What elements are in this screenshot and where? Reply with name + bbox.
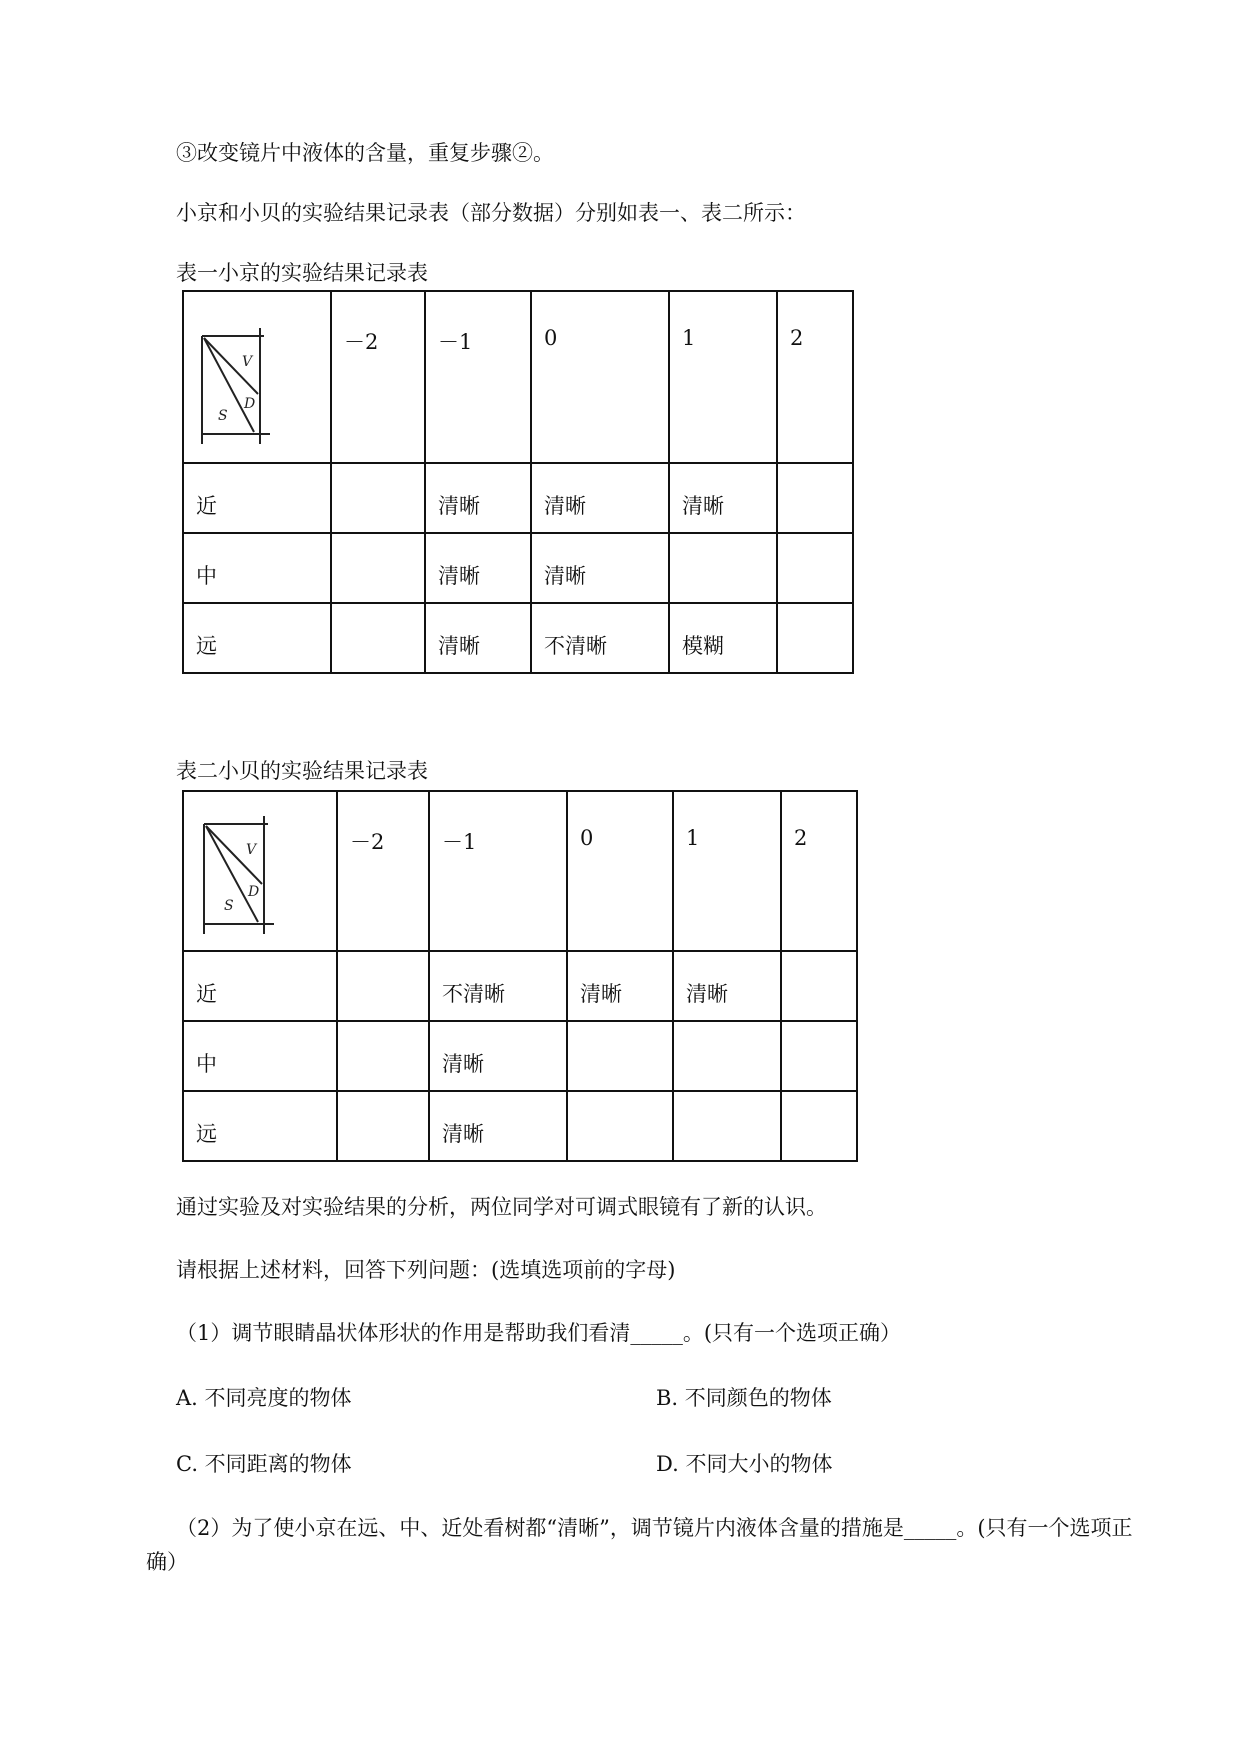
table1-header-cell: 1 (669, 291, 777, 463)
table2-cell (781, 951, 857, 1021)
table2-cell: 清晰 (429, 1021, 567, 1091)
table2-cell (781, 1091, 857, 1161)
table1-cell (777, 533, 853, 603)
diagram-label-s: S (218, 408, 228, 424)
table2-cell (337, 1021, 429, 1091)
table1-row-far (183, 603, 853, 673)
table1 (182, 290, 854, 674)
table2-cell (567, 1091, 673, 1161)
table1-cell: 清晰 (425, 463, 531, 533)
table1-row-near (183, 463, 853, 533)
table2-cell (673, 1021, 781, 1091)
table1-cell (777, 463, 853, 533)
table2-cell (781, 1021, 857, 1091)
table1-cell (669, 533, 777, 603)
table1-cell (331, 533, 425, 603)
table2-cell (337, 951, 429, 1021)
question-1-stem: （1）调节眼睛晶状体形状的作用是帮助我们看清_____。(只有一个选项正确） (176, 1321, 902, 1345)
table2-row-middle (183, 1021, 857, 1091)
table2-diagram-cell (183, 791, 337, 951)
table1-header-cell: 2 (777, 291, 853, 463)
table1-cell: 模糊 (669, 603, 777, 673)
table2-cell: 清晰 (429, 1091, 567, 1161)
table1-cell: 不清晰 (531, 603, 669, 673)
diagram-label-v: V (246, 842, 257, 858)
eye-diagram-icon (184, 784, 336, 942)
table2-row-label: 近 (183, 951, 337, 1021)
table1-cell: 清晰 (669, 463, 777, 533)
question-2-stem: （2）为了使小京在远、中、近处看树都“清晰”，调节镜片内液体含量的措施是_____。(只有一个选项正确） (146, 1516, 1133, 1574)
question-1-option-b[interactable]: B. 不同颜色的物体 (656, 1386, 832, 1410)
table1-cell: 清晰 (425, 603, 531, 673)
table1-row-label: 中 (183, 533, 331, 603)
table2-header-cell: 1 (673, 791, 781, 951)
table1-header-cell: 0 (531, 291, 669, 463)
table2-header-cell: －1 (429, 791, 567, 951)
analysis-text: 通过实验及对实验结果的分析，两位同学对可调式眼镜有了新的认识。 (176, 1195, 827, 1219)
diagram-label-d: D (248, 884, 260, 900)
table2-caption: 表二小贝的实验结果记录表 (176, 759, 428, 783)
table2-cell: 不清晰 (429, 951, 567, 1021)
table2-cell (337, 1091, 429, 1161)
table2-row-label: 远 (183, 1091, 337, 1161)
table1-diagram-cell (183, 291, 331, 463)
step-3-text: ③改变镜片中液体的含量，重复步骤②。 (176, 141, 554, 165)
diagram-label-v: V (242, 354, 253, 370)
table1-cell: 清晰 (531, 533, 669, 603)
table1-cell (331, 463, 425, 533)
table2-cell: 清晰 (567, 951, 673, 1021)
table1-caption: 表一小京的实验结果记录表 (176, 261, 428, 285)
table2-row-far (183, 1091, 857, 1161)
table1-cell: 清晰 (531, 463, 669, 533)
table1-row-label: 近 (183, 463, 331, 533)
table1-header-cell: －1 (425, 291, 531, 463)
table2-cell: 清晰 (673, 951, 781, 1021)
table1-cell: 清晰 (425, 533, 531, 603)
table2-header-row (183, 791, 857, 951)
question-1-option-a[interactable]: A. 不同亮度的物体 (176, 1386, 352, 1410)
table2-cell (567, 1021, 673, 1091)
records-intro-text: 小京和小贝的实验结果记录表（部分数据）分别如表一、表二所示： (176, 201, 806, 225)
table1-cell (777, 603, 853, 673)
table2 (182, 790, 858, 1162)
instruction-text: 请根据上述材料，回答下列问题：(选填选项前的字母) (176, 1258, 676, 1282)
table1-header-row (183, 291, 853, 463)
table1-row-label: 远 (183, 603, 331, 673)
table2-cell (673, 1091, 781, 1161)
table2-header-cell: 0 (567, 791, 673, 951)
table1-row-middle (183, 533, 853, 603)
eye-diagram-icon (184, 284, 330, 454)
question-1-option-c[interactable]: C. 不同距离的物体 (176, 1452, 352, 1476)
question-1-option-d[interactable]: D. 不同大小的物体 (656, 1452, 833, 1476)
table1-cell (331, 603, 425, 673)
diagram-label-d: D (244, 396, 256, 412)
diagram-label-s: S (224, 898, 234, 914)
table2-header-cell: 2 (781, 791, 857, 951)
table2-header-cell: －2 (337, 791, 429, 951)
table1-header-cell: －2 (331, 291, 425, 463)
table2-row-label: 中 (183, 1021, 337, 1091)
table2-row-near (183, 951, 857, 1021)
